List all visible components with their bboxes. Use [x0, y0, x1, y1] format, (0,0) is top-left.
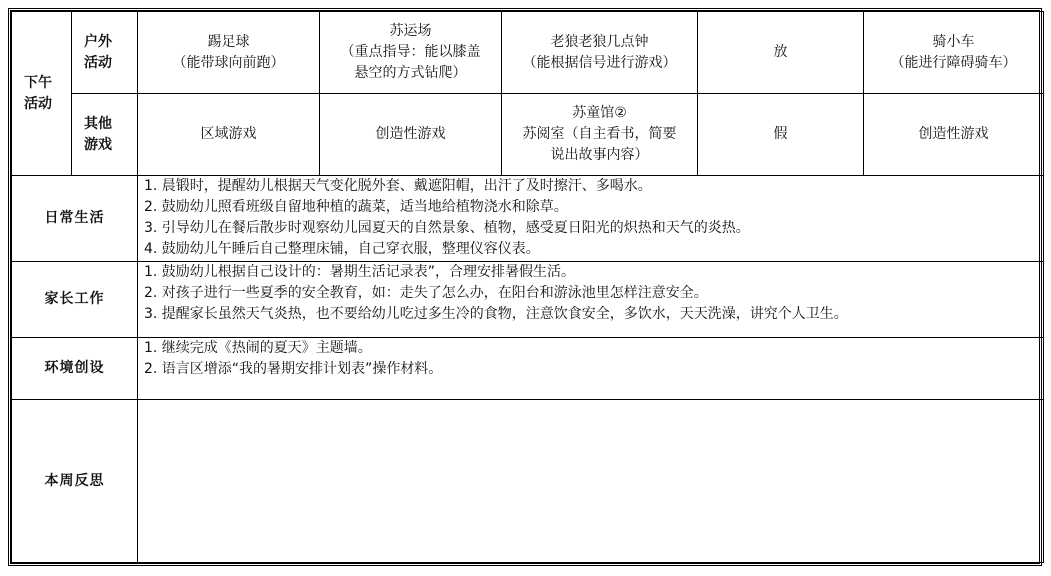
cell-text: 说出故事内容）	[550, 147, 649, 163]
environment-row	[12, 338, 1044, 400]
other-cell-tuesday	[320, 94, 502, 176]
other-games-header	[72, 94, 138, 176]
list-item: 2. 鼓励幼儿照看班级自留地种植的蔬菜，适当地给植物浇水和除草。	[144, 199, 568, 215]
outdoor-cell-wednesday	[502, 12, 698, 94]
cell-text: 苏运场	[389, 23, 432, 39]
reflection-content[interactable]	[138, 400, 1044, 563]
parent-work-row	[12, 262, 1044, 338]
weekly-plan-sheet	[8, 8, 1042, 566]
other-games-row	[12, 94, 1044, 176]
cell-text: 悬空的方式钻爬）	[354, 65, 467, 81]
list-item: 3. 提醒家长虽然天气炎热，也不要给幼儿吃过多生冷的食物，注意饮食安全，多饮水，天天洗澡，讲究个人卫生。	[144, 306, 848, 322]
parent-work-list	[138, 262, 1044, 338]
other-label-line2: 游戏	[84, 136, 112, 153]
list-item: 1. 继续完成《热闹的夏天》主题墙。	[144, 340, 372, 356]
list-item: 2. 语言区增添“我的暑期安排计划表”操作材料。	[144, 361, 443, 377]
cell-text: 踢足球	[207, 33, 250, 50]
outdoor-cell-monday	[138, 12, 320, 94]
cell-text: 苏阅室（自主看书，简要	[522, 126, 677, 142]
outdoor-activity-header	[72, 12, 138, 94]
cell-text: 老狼老狼几点钟	[550, 33, 649, 50]
cell-text: 苏童馆②	[572, 105, 627, 121]
other-cell-monday	[138, 94, 320, 176]
daily-life-row	[12, 176, 1044, 262]
daily-life-header: 日常生活	[12, 176, 138, 262]
cell-text: （能带球向前跑）	[172, 54, 285, 71]
environment-list	[138, 338, 1044, 400]
weekly-plan-table	[11, 11, 1044, 563]
outdoor-label-line1: 户外	[84, 33, 112, 50]
list-item: 4. 鼓励幼儿午睡后自己整理床铺，自己穿衣服，整理仪容仪表。	[144, 241, 540, 257]
outdoor-activity-row	[12, 12, 1044, 94]
cell-text: 假	[773, 126, 788, 142]
outdoor-cell-thursday	[698, 12, 864, 94]
list-item: 2. 对孩子进行一些夏季的安全教育，如：走失了怎么办，在阳台和游泳池里怎样注意安全。	[144, 285, 708, 301]
cell-text: 骑小车	[932, 33, 975, 50]
environment-header: 环境创设	[12, 338, 138, 400]
daily-life-list	[138, 176, 1044, 262]
reflection-row	[12, 400, 1044, 563]
cell-text: （能进行障碍骑车）	[890, 54, 1017, 71]
cell-text: 创造性游戏	[375, 126, 446, 142]
other-cell-wednesday	[502, 94, 698, 176]
afternoon-label-line2: 活动	[24, 95, 52, 112]
parent-work-header: 家长工作	[12, 262, 138, 338]
outdoor-cell-friday	[864, 12, 1044, 94]
afternoon-label-line1: 下午	[24, 74, 52, 91]
other-label-line1: 其他	[84, 115, 112, 132]
cell-text: （能根据信号进行游戏）	[522, 54, 677, 71]
cell-text: 创造性游戏	[918, 126, 989, 142]
list-item: 3. 引导幼儿在餐后散步时观察幼儿园夏天的自然景象、植物，感受夏日阳光的炽热和天气的炎热。	[144, 220, 750, 236]
cell-text: （重点指导：能以膝盖	[340, 44, 481, 60]
cell-text: 放	[773, 44, 788, 60]
reflection-header: 本周反思	[12, 400, 138, 563]
other-cell-thursday	[698, 94, 864, 176]
list-item: 1. 晨锻时，提醒幼儿根据天气变化脱外套、戴遮阳帽，出汗了及时擦汗、多喝水。	[144, 178, 652, 194]
list-item: 1. 鼓励幼儿根据自己设计的：暑期生活记录表”，合理安排暑假生活。	[144, 264, 576, 280]
cell-text: 区域游戏	[200, 126, 257, 142]
other-cell-friday	[864, 94, 1044, 176]
outdoor-cell-tuesday	[320, 12, 502, 94]
outdoor-label-line2: 活动	[84, 54, 112, 71]
afternoon-activity-header	[12, 12, 72, 176]
